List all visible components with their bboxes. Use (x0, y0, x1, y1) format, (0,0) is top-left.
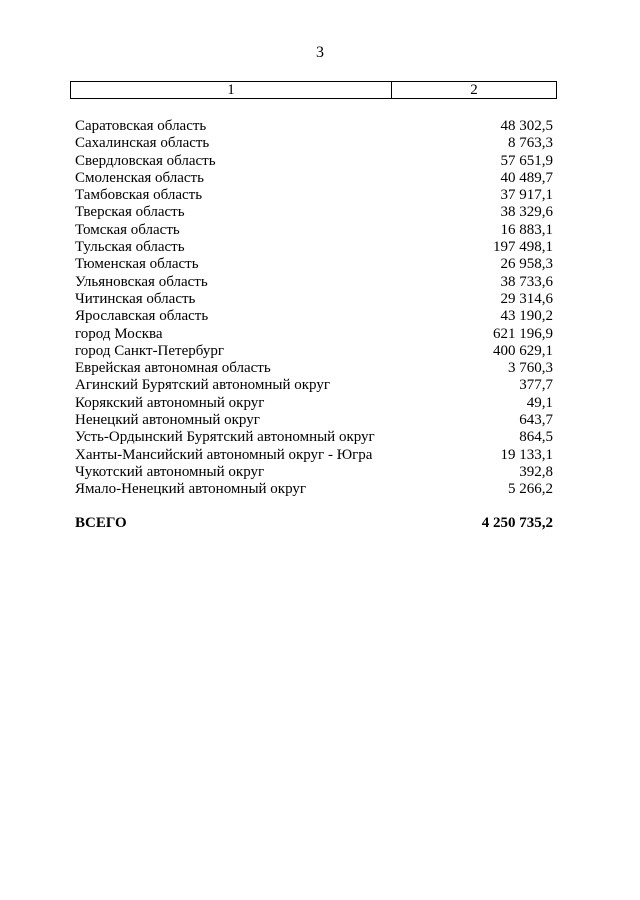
region-name: Чукотский автономный округ (75, 463, 265, 480)
region-name: город Москва (75, 325, 163, 342)
table-row (75, 326, 553, 343)
total-value: 4 250 735,2 (481, 515, 553, 531)
region-name: Тверская область (75, 204, 185, 221)
region-value: 38 329,6 (500, 204, 553, 221)
table-row (75, 222, 553, 239)
table-row (75, 170, 553, 187)
region-name: Агинский Бурятский автономный округ (75, 377, 330, 394)
region-value: 16 883,1 (500, 221, 553, 238)
region-name: Саратовская область (75, 118, 207, 134)
column-header-1: 1 (71, 82, 392, 98)
region-name: Тульская область (75, 239, 185, 256)
table-row (75, 464, 553, 481)
region-value: 8 763,3 (508, 135, 553, 152)
region-name: Тамбовская область (75, 187, 203, 204)
region-value: 26 958,3 (500, 256, 553, 273)
region-value: 864,5 (519, 429, 553, 446)
table-header (70, 81, 557, 99)
region-name: Ханты-Мансийский автономный округ - Югра (75, 446, 373, 463)
region-name: Томская область (75, 221, 180, 238)
region-name: Читинская область (75, 290, 196, 307)
region-value: 3 760,3 (508, 360, 553, 377)
region-value: 40 489,7 (500, 169, 553, 186)
table-row (75, 481, 553, 498)
region-value: 197 498,1 (493, 239, 553, 256)
table-row (75, 343, 553, 360)
region-name: Ямало-Ненецкий автономный округ (75, 481, 307, 498)
region-name: Тюменская область (75, 256, 199, 273)
region-name: Ульяновская область (75, 273, 208, 290)
table-row (75, 291, 553, 308)
region-value: 43 190,2 (500, 308, 553, 325)
column-header-2: 2 (470, 81, 478, 98)
region-name: Ярославская область (75, 308, 209, 325)
table-row (75, 239, 553, 256)
region-value: 49,1 (526, 394, 553, 411)
table-row (75, 377, 553, 394)
page-number: 3 (316, 44, 324, 61)
region-value: 392,8 (519, 463, 553, 480)
table-row (75, 153, 553, 170)
table-row (75, 412, 553, 429)
total-row (75, 514, 553, 532)
table-row (75, 395, 553, 412)
region-value: 643,7 (519, 412, 553, 429)
table-row (75, 308, 553, 325)
region-value: 48 302,5 (500, 118, 553, 134)
region-value: 621 196,9 (493, 325, 553, 342)
table-row (75, 118, 553, 135)
region-name: Свердловская область (75, 152, 216, 169)
region-name: Смоленская область (75, 169, 204, 186)
region-name: Усть-Ордынский Бурятский автономный округ (75, 429, 375, 446)
region-value: 57 651,9 (500, 152, 553, 169)
table-row (75, 256, 553, 273)
table-row (75, 274, 553, 291)
table-row (75, 204, 553, 221)
region-value: 38 733,6 (500, 273, 553, 290)
region-value: 5 266,2 (508, 481, 553, 498)
region-name: Ненецкий автономный округ (75, 412, 260, 429)
table-row (75, 447, 553, 464)
table-row (75, 429, 553, 446)
total-label: ВСЕГО (75, 515, 127, 531)
region-name: Сахалинская область (75, 135, 210, 152)
table-row (75, 135, 553, 152)
region-value: 29 314,6 (500, 290, 553, 307)
region-value: 37 917,1 (500, 187, 553, 204)
table-row (75, 360, 553, 377)
region-list (75, 118, 553, 499)
table-row (75, 187, 553, 204)
region-name: Корякский автономный округ (75, 394, 265, 411)
region-name: Еврейская автономная область (75, 360, 271, 377)
region-value: 400 629,1 (493, 342, 553, 359)
region-name: город Санкт-Петербург (75, 342, 224, 359)
region-value: 377,7 (519, 377, 553, 394)
region-value: 19 133,1 (500, 446, 553, 463)
